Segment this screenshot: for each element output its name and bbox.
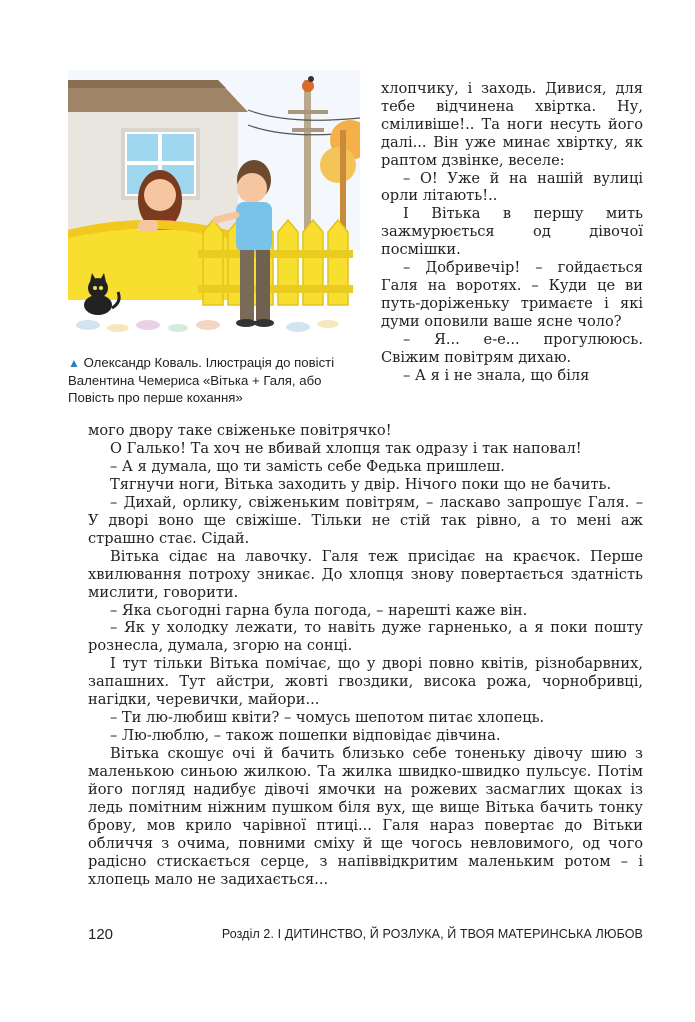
paragraph: Вітька сідає на лавочку. Галя теж присідає на краєчок. Перше хвилювання потроху зникає. До хлопця знову повертається здатність мислити, говорити. xyxy=(88,547,643,601)
paragraph: О Галько! Та хоч не вбивай хлопця так одразу і так наповал! xyxy=(110,439,582,457)
paragraph: мого двору таке свіженьке повітрячко! xyxy=(88,422,392,439)
paragraph: – Я... е-е... прогулююсь. Свіжим повітрям дихаю. xyxy=(381,330,643,366)
paragraph: – Яка сьогодні гарна була погода, – нарешті каже він. xyxy=(110,601,528,619)
paragraph: Вітька скошує очі й бачить близько себе тоненьку дівочу шию з маленькою синьою жилкою. Та жилка швидко-швидко пульсує. Потім його погляд надибує дівочі ямочки на рожевих засмаглих щоках із ледь помітним ніжним пушком біля вух, ще вище Вітька бачить тонку брову, мов крило чарівної птиці... Галя нараз повертає до Вітьки обличчя з очима, повними сміху й ще чогось невловимого, од чого радісно стискається серце, з напіввідкритим маленьким ротом – і хлопець мало не задихається... xyxy=(88,745,643,888)
paragraph: І тут тільки Вітька помічає, що у дворі повно квітів, різнобарвних, запашних. Тут айстри, жовті гвоздики, висока рожа, чорнобривці, нагідки, черевички, майори... xyxy=(88,655,643,709)
right-column-text xyxy=(381,80,643,384)
illustration xyxy=(68,70,360,340)
paragraph: Тягнучи ноги, Вітька заходить у двір. Нічого поки що не бачить. xyxy=(110,475,612,493)
paragraph: І Вітька в першу мить зажмурюється од дівочої посмішки. xyxy=(381,205,643,259)
caption-marker-icon: ▲ xyxy=(68,356,80,370)
children-at-fence-illustration xyxy=(68,70,360,340)
paragraph: – О! Уже й на нашій вулиці орли літають!.. xyxy=(381,169,643,205)
paragraph: – А я думала, що ти замість себе Федька пришлеш. xyxy=(110,457,505,475)
caption-text: Олександр Коваль. Ілюстрація до повісті Валентина Чемериса «Вітька + Галя, або Повість про перше кохання» xyxy=(68,355,335,405)
paragraph: – А я і не знала, що біля xyxy=(403,366,590,384)
illustration-caption xyxy=(68,354,360,406)
paragraph: – Добривечір! – гойдається Галя на воротях. – Куди це ви путь-доріженьку тримаєте і які думи оповили ваше ясне чоло? xyxy=(381,259,643,330)
page-number: 120 xyxy=(88,926,114,943)
main-text xyxy=(88,422,643,889)
paragraph: – Лю-люблю, – також пошепки відповідає дівчина. xyxy=(110,727,501,745)
paragraph: – Дихай, орлику, свіженьким повітрям, – ласкаво запрошує Галя. – У дворі воно ще свіжіше. Тільки не стій так рівно, а то мені аж страшно стає. Сідай. xyxy=(88,493,643,547)
paragraph: хлопчику, і заходь. Дивися, для тебе відчинена хвіртка. Ну, сміливіше!.. Та ноги несуть його далі... Він уже минає хвіртку, як раптом дзвінке, веселе: xyxy=(381,80,643,169)
paragraph: – Як у холодку лежати, то навіть дуже гарненько, а я поки пошту рознесла, думала, згорю на сонці. xyxy=(88,619,643,655)
section-title: Розділ 2. І ДИТИНСТВО, Й РОЗЛУКА, Й ТВОЯ МАТЕРИНСЬКА ЛЮБОВ xyxy=(221,927,643,941)
paragraph: – Ти лю-любиш квіти? – чомусь шепотом питає хлопець. xyxy=(110,709,545,727)
